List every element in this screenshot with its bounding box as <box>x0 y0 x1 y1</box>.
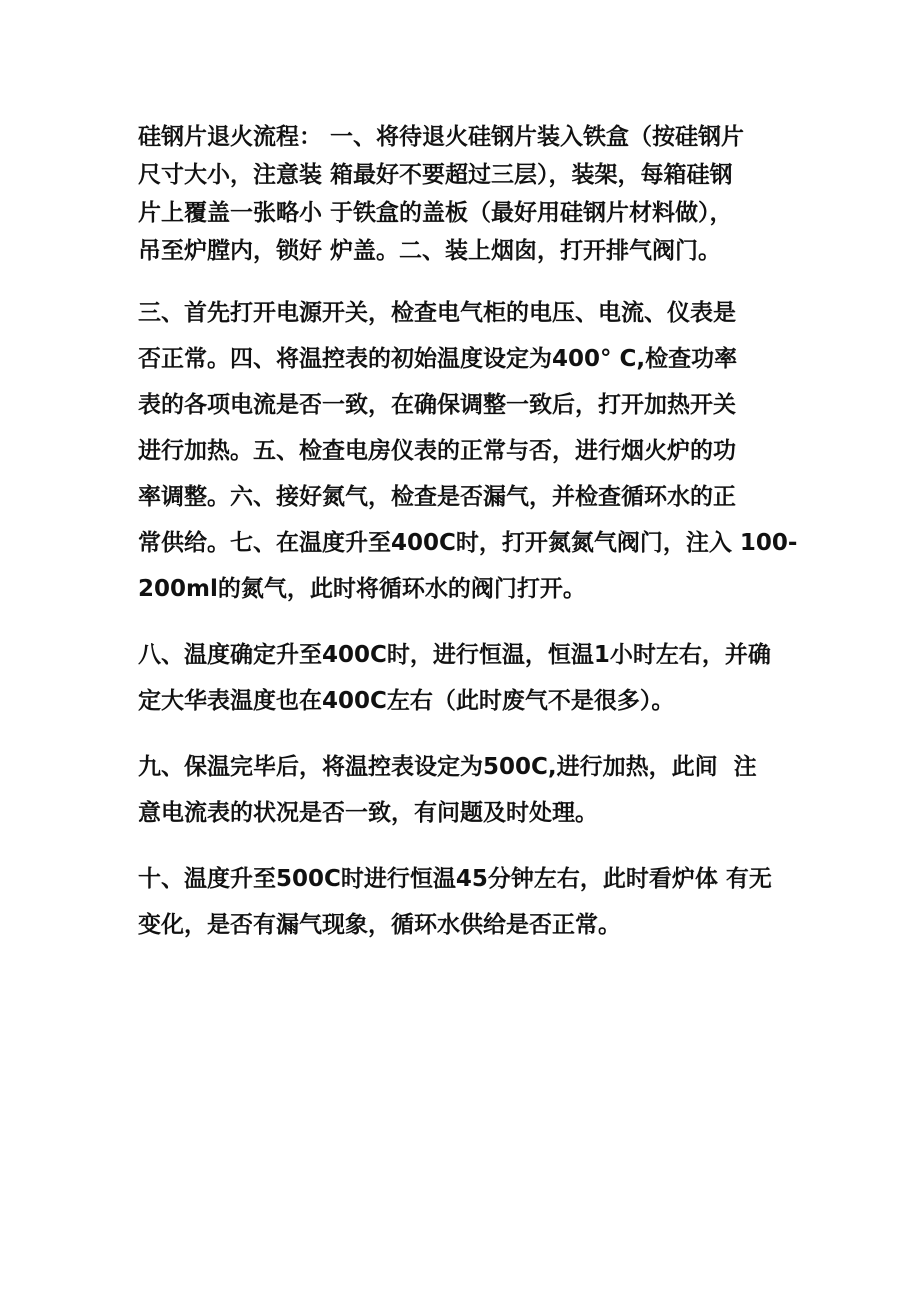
text-line: 表的各项电流是否一致，在确保调整一致后，打开加热开关 <box>138 392 736 418</box>
text-line: 片上覆盖一张略小 于铁盒的盖板（最好用硅钢片材料做）， <box>138 200 733 226</box>
paragraph-step-9 <box>138 744 798 836</box>
text-line: 九、保温完毕后，将温控表设定为500C,进行加热，此间 注 <box>138 754 757 780</box>
text-line: 意电流表的状况是否一致，有问题及时处理。 <box>138 800 598 826</box>
paragraph-steps-3-7 <box>138 290 798 612</box>
paragraph-step-10 <box>138 856 798 948</box>
text-line: 八、温度确定升至400C时，进行恒温，恒温1小时左右，并确 <box>138 642 771 668</box>
text-line: 200ml的氮气，此时将循环水的阀门打开。 <box>138 576 586 602</box>
paragraph-step-8 <box>138 632 798 724</box>
text-line: 十、温度升至500C时进行恒温45分钟左右，此时看炉体 有无 <box>138 866 772 892</box>
text-line: 硅钢片退火流程： 一、将待退火硅钢片装入铁盒（按硅钢片 <box>138 124 745 150</box>
text-line: 尺寸大小，注意装 箱最好不要超过三层），装架，每箱硅钢 <box>138 162 733 188</box>
text-line: 常供给。七、在温度升至400C时，打开氮氮气阀门，注入 100- <box>138 530 798 556</box>
text-line: 变化，是否有漏气现象，循环水供给是否正常。 <box>138 912 621 938</box>
text-line: 吊至炉膛内，锁好 炉盖。二、装上烟囱，打开排气阀门。 <box>138 238 722 264</box>
paragraph-steps-1-2 <box>138 118 798 270</box>
text-line: 三、首先打开电源开关，检查电气柜的电压、电流、仪表是 <box>138 300 736 326</box>
text-line: 定大华表温度也在400C左右（此时废气不是很多）。 <box>138 688 675 714</box>
text-line: 进行加热。五、检查电房仪表的正常与否，进行烟火炉的功 <box>138 438 736 464</box>
text-line: 率调整。六、接好氮气，检查是否漏气，并检查循环水的正 <box>138 484 736 510</box>
document-body <box>138 118 798 968</box>
text-line: 否正常。四、将温控表的初始温度设定为400° C,检查功率 <box>138 346 738 372</box>
